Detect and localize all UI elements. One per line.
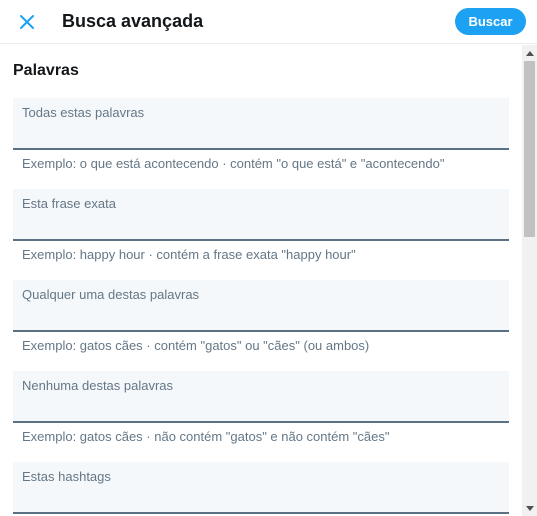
- none-words-label: Nenhuma destas palavras: [22, 378, 174, 393]
- search-button[interactable]: Buscar: [455, 8, 526, 35]
- exact-phrase-label: Esta frase exata: [22, 196, 116, 211]
- none-words-field[interactable]: [13, 371, 509, 423]
- all-words-field[interactable]: [13, 98, 509, 150]
- all-words-label: Todas estas palavras: [22, 105, 145, 120]
- any-words-label: Qualquer uma destas palavras: [22, 287, 200, 302]
- dialog-content: [0, 45, 522, 516]
- dialog-header: [0, 0, 537, 44]
- exact-phrase-field[interactable]: [13, 189, 509, 241]
- section-title-words: Palavras: [13, 62, 79, 79]
- chevron-up-icon: [526, 50, 534, 56]
- close-button[interactable]: [14, 9, 40, 35]
- scrollbar-thumb[interactable]: [524, 61, 535, 237]
- vertical-scrollbar[interactable]: [522, 45, 537, 516]
- scroll-down-button[interactable]: [522, 501, 537, 516]
- any-words-field[interactable]: [13, 280, 509, 332]
- chevron-down-icon: [526, 506, 534, 512]
- close-icon: [19, 14, 35, 30]
- scroll-up-button[interactable]: [522, 45, 537, 60]
- exact-phrase-hint: Exemplo: happy hour · contém a frase exata "happy hour": [22, 247, 356, 262]
- hashtags-field[interactable]: [13, 462, 509, 514]
- none-words-hint: Exemplo: gatos cães · não contém "gatos" e não contém "cães": [22, 429, 390, 444]
- dialog-title: Busca avançada: [62, 11, 204, 31]
- hashtags-label: Estas hashtags: [22, 469, 111, 484]
- all-words-hint: Exemplo: o que está acontecendo · contém "o que está" e "acontecendo": [22, 156, 445, 171]
- any-words-hint: Exemplo: gatos cães · contém "gatos" ou "cães" (ou ambos): [22, 338, 370, 353]
